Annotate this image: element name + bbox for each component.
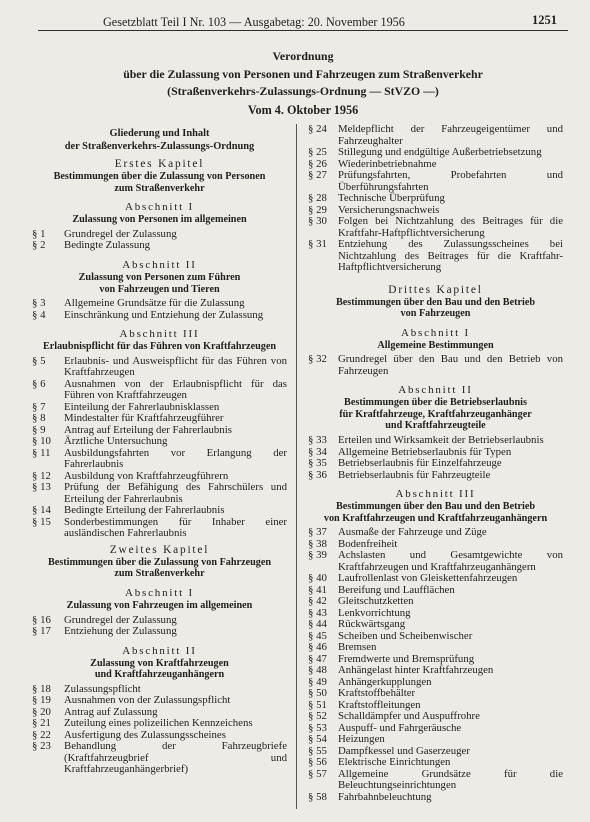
paragraph-number: § 50	[308, 687, 327, 700]
paragraph-number: § 33	[308, 434, 327, 447]
section-title-line: Bestimmungen über die Betriebserlaubnis	[344, 397, 527, 409]
toc-entry	[308, 147, 563, 159]
paragraph-number: § 20	[32, 705, 51, 718]
toc-entry	[308, 354, 563, 377]
chapter-title-line: Bestimmungen über die Zulassung von Fahrzeugen	[47, 556, 272, 568]
entry-text: Ausbildung von Kraftfahrzeugführern	[64, 469, 229, 482]
entry-text: Auspuff- und Fahrgeräusche	[338, 721, 462, 734]
paragraph-number: § 22	[32, 728, 51, 741]
entry-text: Behandlung der Fahrzeugbriefe (Kraftfahrzeugbrief und Kraftfahrzeuganhängerbrief)	[64, 740, 287, 776]
entry-text: Bedingte Erteilung der Fahrerlaubnis	[64, 504, 225, 517]
chapter-label: Zweites Kapitel	[109, 543, 210, 556]
toc-heading-line: der Straßenverkehrs-Zulassungs-Ordnung	[64, 140, 255, 152]
paragraph-number: § 27	[308, 169, 327, 181]
paragraph-number: § 12	[32, 469, 51, 482]
toc-entry	[308, 550, 563, 573]
paragraph-number: § 19	[32, 694, 51, 707]
entry-text: Antrag auf Erteilung der Fahrerlaubnis	[64, 423, 232, 436]
paragraph-number: § 11	[32, 446, 51, 459]
section-label: Abschnitt I	[401, 326, 470, 339]
paragraph-number: § 47	[308, 652, 327, 665]
section-title: Zulassung von Personen im allgemeinen	[72, 214, 247, 226]
regulation-title	[38, 48, 568, 101]
section-title	[32, 272, 287, 295]
entry-text: Grundregel der Zulassung	[64, 613, 177, 626]
paragraph-number: § 41	[308, 583, 327, 596]
section-title-line: Bestimmungen über den Bau und den Betrieb	[335, 501, 536, 513]
chapter-title-line: zum Straßenverkehr	[114, 568, 205, 580]
entry-text: Bodenfreiheit	[338, 537, 398, 550]
entry-text: Erteilen und Wirksamkeit der Betriebserlaubnis	[338, 434, 544, 447]
entry-text: Bereifung und Laufflächen	[338, 583, 455, 596]
paragraph-number: § 39	[308, 549, 327, 562]
entry-text: Elektrische Einrichtungen	[338, 756, 451, 769]
paragraph-number: § 36	[308, 468, 327, 481]
gazette-issue-line: Gesetzblatt Teil I Nr. 103 — Ausgabetag: 20. November 1956	[103, 15, 405, 29]
chapter-title-line: Bestimmungen über den Bau und den Betrieb	[335, 296, 536, 308]
entry-text: Einteilung der Fahrerlaubnisklassen	[64, 400, 220, 413]
entry-text: Allgemeine Betriebserlaubnis für Typen	[338, 445, 512, 458]
toc-entry	[32, 448, 287, 471]
page-number: 1251	[532, 13, 557, 27]
section-label: Abschnitt II	[122, 644, 197, 657]
paragraph-number: § 15	[32, 515, 51, 528]
paragraph-number: § 13	[32, 481, 51, 494]
entry-text: Gleitschutzketten	[338, 595, 414, 608]
toc-entry	[308, 769, 563, 792]
header-rule	[38, 30, 568, 31]
section-title	[308, 397, 563, 432]
paragraph-number: § 7	[32, 400, 46, 413]
entry-text: Dampfkessel und Gaserzeuger	[338, 744, 470, 757]
section-label: Abschnitt III	[119, 328, 200, 341]
section-title: Erlaubnispflicht für das Führen von Kraftfahrzeugen	[42, 341, 277, 353]
paragraph-number: § 25	[308, 146, 327, 158]
chapter-title	[32, 557, 287, 580]
entry-text: Scheiben und Scheibenwischer	[338, 629, 473, 642]
section-title-line: Zulassung von Kraftfahrzeugen	[90, 657, 229, 669]
title-line-2: über die Zulassung von Personen und Fahrzeugen zum Straßenverkehr	[123, 66, 483, 81]
toc-entry	[308, 170, 563, 193]
section-label: Abschnitt I	[125, 201, 194, 214]
entry-text: Kraftstoffleitungen	[338, 698, 421, 711]
entry-text: Laufrollenlast von Gleiskettenfahrzeugen	[338, 572, 518, 585]
paragraph-number: § 45	[308, 629, 327, 642]
paragraph-number: § 53	[308, 721, 327, 734]
toc-entry	[308, 216, 563, 239]
paragraph-number: § 48	[308, 664, 327, 677]
entry-text: Ausbildungsfahrten vor Erlangung der Fahrerlaubnis	[64, 446, 287, 471]
paragraph-number: § 26	[308, 157, 327, 170]
section-title-line: von Kraftfahrzeugen und Kraftfahrzeuganhängern	[323, 512, 548, 524]
toc-entry	[32, 741, 287, 776]
chapter-title	[32, 171, 287, 194]
toc-entry	[32, 517, 287, 540]
toc-entry	[32, 379, 287, 402]
entry-text: Grundregel über den Bau und den Betrieb von Fahrzeugen	[338, 353, 563, 377]
entry-text: Ärztliche Untersuchung	[64, 435, 168, 448]
entry-text: Einschränkung und Entziehung der Zulassung	[64, 308, 264, 321]
section-title-line: und Kraftfahrzeuganhängern	[94, 669, 225, 681]
right-column	[308, 124, 563, 803]
entry-text: Ausfertigung des Zulassungsscheines	[64, 728, 226, 741]
left-column	[32, 128, 287, 776]
entry-text: Allgemeine Grundsätze für die Beleuchtungseinrichtungen	[338, 767, 563, 792]
entry-text: Rückwärtsgang	[338, 618, 406, 631]
paragraph-number: § 46	[308, 641, 327, 654]
entry-text: Betriebserlaubnis für Fahrzeugteile	[338, 468, 491, 481]
paragraph-number: § 57	[308, 767, 327, 780]
paragraph-number: § 29	[308, 203, 327, 216]
paragraph-number: § 40	[308, 572, 327, 585]
paragraph-number: § 52	[308, 710, 327, 723]
toc-heading	[32, 128, 287, 153]
paragraph-number: § 28	[308, 192, 327, 204]
entry-text: Meldepflicht der Fahrzeugeigentümer und Fahrzeughalter	[338, 123, 563, 147]
entry-text: Mindestalter für Kraftfahrzeugführer	[64, 412, 224, 425]
toc-entry	[308, 470, 563, 482]
entry-text: Bedingte Zulassung	[64, 239, 151, 252]
entry-text: Entziehung der Zulassung	[64, 625, 177, 638]
paragraph-number: § 42	[308, 595, 327, 608]
entry-text: Schalldämpfer und Auspuffrohre	[338, 710, 480, 723]
chapter-label: Drittes Kapitel	[388, 283, 483, 296]
paragraph-number: § 2	[32, 239, 46, 252]
paragraph-number: § 3	[32, 297, 46, 310]
section-title-line: und Kraftfahrzeugteile	[385, 420, 486, 432]
section-label: Abschnitt I	[125, 586, 194, 599]
paragraph-number: § 14	[32, 504, 51, 517]
entry-text: Zulassungspflicht	[64, 682, 141, 695]
toc-entry	[308, 458, 563, 470]
entry-text: Versicherungsnachweis	[338, 203, 440, 216]
toc-entry	[32, 310, 287, 322]
chapter-title-line: Bestimmungen über die Zulassung von Personen	[53, 171, 266, 183]
entry-text: Ausmaße der Fahrzeuge und Züge	[338, 526, 487, 539]
paragraph-number: § 10	[32, 435, 51, 448]
entry-text: Technische Überprüfung	[338, 192, 445, 204]
paragraph-number: § 51	[308, 698, 327, 711]
entry-text: Wiederinbetriebnahme	[338, 157, 437, 170]
entry-text: Grundregel der Zulassung	[64, 227, 177, 240]
toc-entry	[32, 626, 287, 638]
entry-text: Fremdwerte und Bremsprüfung	[338, 652, 475, 665]
paragraph-number: § 23	[32, 740, 51, 753]
paragraph-number: § 17	[32, 625, 51, 638]
paragraph-number: § 1	[32, 227, 46, 240]
paragraph-number: § 30	[308, 215, 327, 227]
paragraph-number: § 31	[308, 238, 327, 250]
section-title-line: Zulassung von Personen zum Führen	[78, 271, 241, 283]
paragraph-number: § 43	[308, 606, 327, 619]
entry-text: Ausnahmen von der Erlaubnispflicht für das Führen von Kraftfahrzeugen	[64, 377, 287, 402]
section-title	[32, 658, 287, 681]
paragraph-number: § 38	[308, 537, 327, 550]
column-divider	[296, 124, 297, 809]
entry-text: Erlaubnis- und Ausweispflicht für das Führen von Kraftfahrzeugen	[64, 354, 287, 379]
toc-entry	[308, 124, 563, 147]
section-title: Zulassung von Fahrzeugen im allgemeinen	[66, 599, 253, 611]
entry-text: Entziehung des Zulassungsscheines bei Nichtzahlung des Beitrages für die Kraftfahr-Haftpflichtversicherung	[338, 238, 563, 273]
section-label: Abschnitt II	[122, 258, 197, 271]
paragraph-number: § 34	[308, 445, 327, 458]
paragraph-number: § 35	[308, 457, 327, 470]
toc-heading-line: Gliederung und Inhalt	[109, 128, 210, 139]
paragraph-number: § 44	[308, 618, 327, 631]
paragraph-number: § 6	[32, 377, 46, 390]
paragraph-number: § 9	[32, 423, 46, 436]
entry-text: Achslasten und Gesamtgewichte von Kraftfahrzeugen und Kraftfahrzeuganhängern	[338, 549, 563, 573]
section-title-line: von Fahrzeugen und Tieren	[99, 283, 220, 295]
paragraph-number: § 32	[308, 353, 327, 366]
title-line-3: (Straßenverkehrs-Zulassungs-Ordnung — StVZO —)	[167, 84, 439, 98]
paragraph-number: § 56	[308, 756, 327, 769]
paragraph-number: § 5	[32, 354, 46, 367]
toc-entry	[32, 718, 287, 730]
entry-text: Sonderbestimmungen für Inhaber einer ausländischen Fahrerlaubnis	[64, 515, 287, 540]
entry-text: Antrag auf Zulassung	[64, 705, 158, 718]
toc-entry	[32, 356, 287, 379]
paragraph-number: § 18	[32, 682, 51, 695]
paragraph-number: § 58	[308, 790, 327, 803]
paragraph-number: § 21	[32, 717, 51, 730]
entry-text: Lenkvorrichtung	[338, 606, 411, 619]
entry-text: Bremsen	[338, 641, 377, 654]
gazette-header	[0, 12, 590, 32]
entry-text: Heizungen	[338, 733, 385, 746]
entry-text: Anhängelast hinter Kraftfahrzeugen	[338, 664, 494, 677]
section-title-line: für Kraftfahrzeuge, Kraftfahrzeuganhänger	[339, 408, 532, 420]
section-label: Abschnitt III	[395, 488, 476, 501]
toc-entry	[308, 193, 563, 205]
entry-text: Allgemeine Grundsätze für die Zulassung	[64, 297, 245, 310]
paragraph-number: § 16	[32, 613, 51, 626]
chapter-label: Erstes Kapitel	[114, 158, 205, 171]
toc-entry	[32, 240, 287, 252]
title-line-1: Verordnung	[272, 49, 334, 63]
entry-text: Prüfungsfahrten, Probefahrten und Überführungsfahrten	[338, 169, 563, 193]
section-title	[308, 501, 563, 524]
paragraph-number: § 55	[308, 744, 327, 757]
paragraph-number: § 37	[308, 526, 327, 539]
regulation-date: Vom 4. Oktober 1956	[247, 103, 359, 117]
chapter-title	[308, 297, 563, 320]
entry-text: Fahrbahnbeleuchtung	[338, 790, 432, 803]
entry-text: Kraftstoffbehälter	[338, 687, 416, 700]
chapter-title-line: von Fahrzeugen	[400, 308, 471, 320]
entry-text: Prüfung der Befähigung des Fahrschülers und Erteilung der Fahrerlaubnis	[64, 481, 287, 505]
entry-text: Anhängerkupplungen	[338, 675, 432, 688]
paragraph-number: § 4	[32, 308, 46, 321]
toc-entry	[308, 239, 563, 274]
section-label: Abschnitt II	[398, 384, 473, 397]
entry-text: Folgen bei Nichtzahlung des Beitrages für die Kraftfahr-Haftpflichtversicherung	[338, 215, 563, 239]
toc-entry	[32, 695, 287, 707]
chapter-title-line: zum Straßenverkehr	[114, 182, 205, 194]
toc-entry	[308, 792, 563, 804]
toc-entry	[32, 298, 287, 310]
entry-text: Ausnahmen von der Zulassungspflicht	[64, 694, 231, 707]
entry-text: Stillegung und endgültige Außerbetriebsetzung	[338, 146, 542, 158]
paragraph-number: § 54	[308, 733, 327, 746]
section-title: Allgemeine Bestimmungen	[377, 339, 494, 351]
paragraph-number: § 24	[308, 123, 327, 135]
paragraph-number: § 8	[32, 412, 46, 425]
entry-text: Betriebserlaubnis für Einzelfahrzeuge	[338, 457, 502, 470]
toc-entry	[308, 435, 563, 447]
toc-entry	[32, 482, 287, 505]
paragraph-number: § 49	[308, 675, 327, 688]
entry-text: Zuteilung eines polizeilichen Kennzeichens	[64, 717, 253, 730]
